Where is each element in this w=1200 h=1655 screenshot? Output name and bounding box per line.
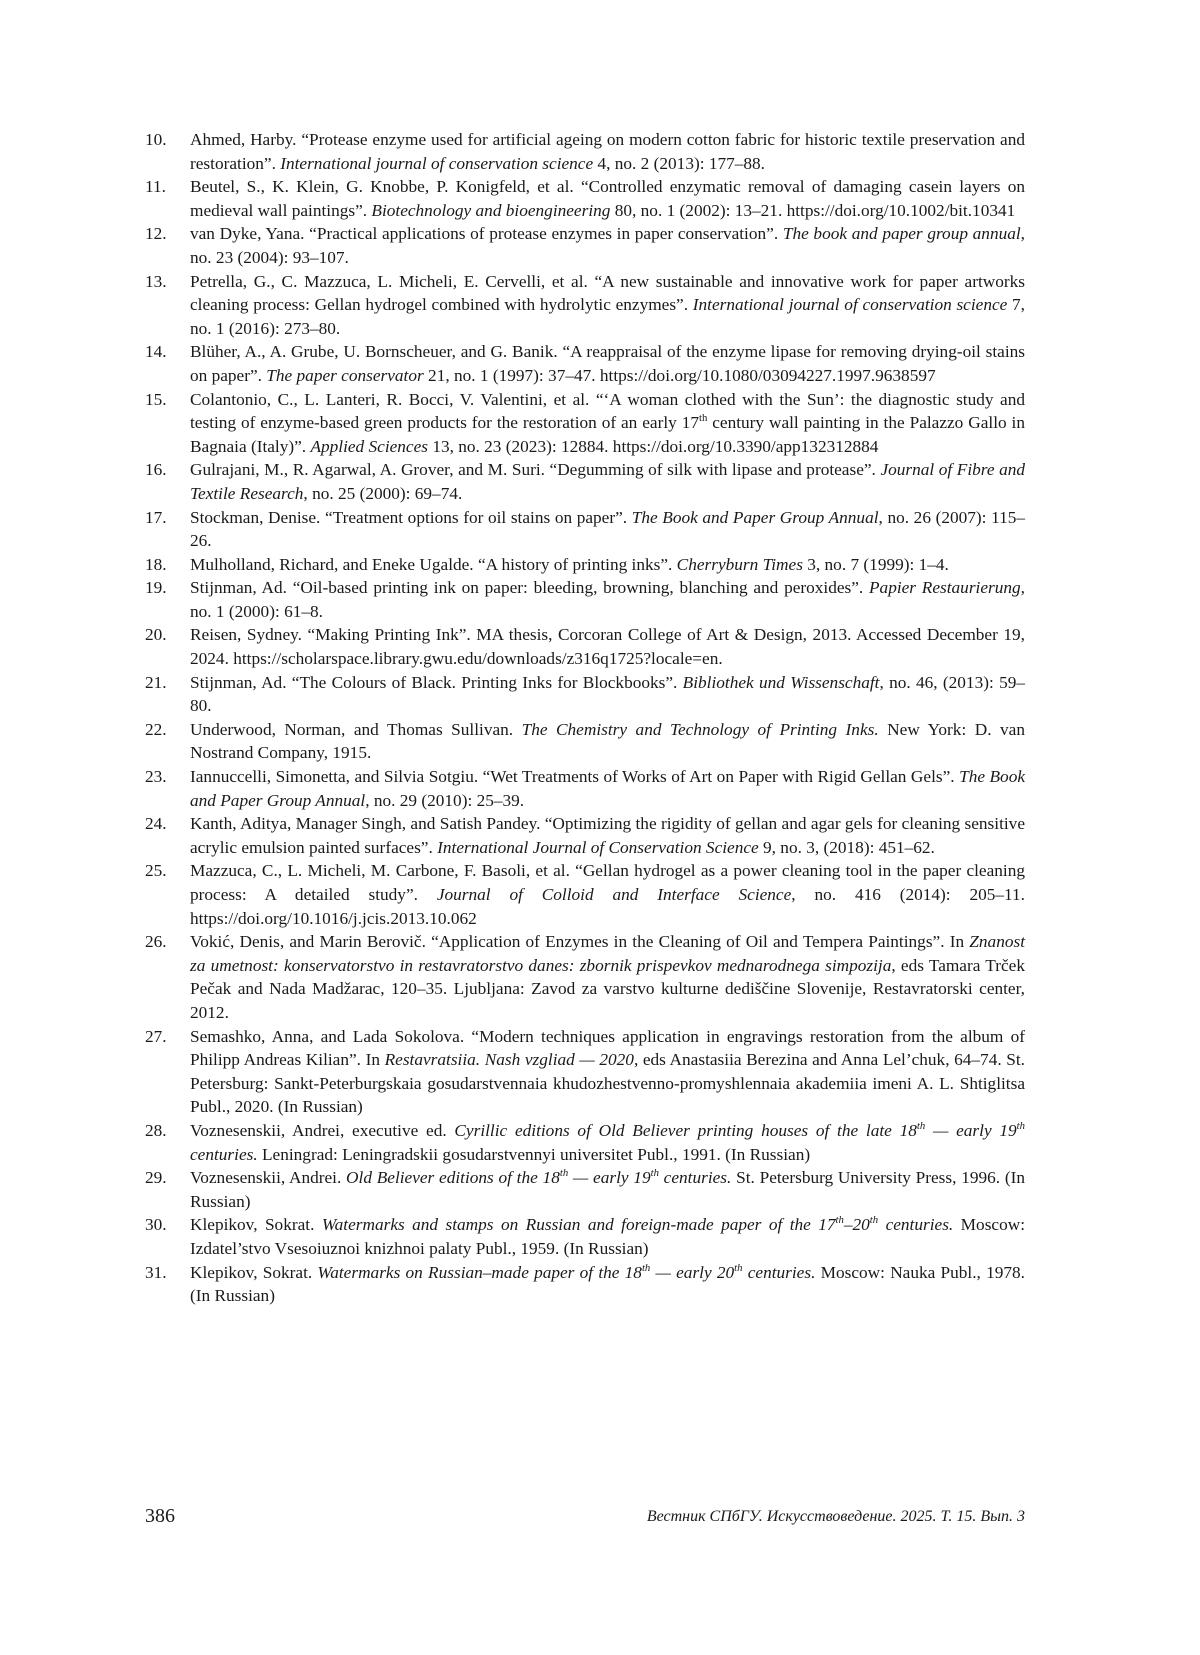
reference-fragment: Blüher, A., A. Grube, U. Bornscheuer, and G. Banik. “A reappraisal of the enzyme lipase for removing drying-oil stains on paper”. — [190, 342, 1025, 385]
reference-item — [145, 458, 1025, 505]
reference-source: centuries. — [658, 1168, 732, 1188]
reference-item — [145, 270, 1025, 341]
reference-source: th — [559, 1167, 569, 1180]
reference-number: 12. — [145, 224, 167, 244]
reference-item — [145, 388, 1025, 459]
reference-text — [190, 1213, 1025, 1260]
reference-item — [145, 623, 1025, 670]
reference-number: 14. — [145, 342, 167, 362]
reference-fragment: Moscow: Nauka Publ., 1978. (In Russian) — [190, 1262, 1025, 1306]
reference-text — [190, 765, 1025, 812]
reference-fragment: Ahmed, Harby. “Protease enzyme used for artificial ageing on modern cotton fabric for historic textile preservation and restoration”. — [190, 130, 1025, 173]
reference-source: The paper conservator — [266, 365, 424, 385]
reference-source: th — [916, 1120, 926, 1133]
reference-text — [190, 859, 1025, 930]
reference-fragment: Semashko, Anna, and Lada Sokolova. “Modern techniques application in engravings restoration from the album of Philipp Andreas Kilian”. In — [190, 1026, 1025, 1070]
reference-text — [190, 1119, 1025, 1166]
reference-number: 30. — [145, 1215, 167, 1235]
reference-fragment: Reisen, Sydney. “Making Printing Ink”. MA thesis, Corcoran College of Art & Design, 2013. Accessed December 19, 2024. https://scholarspace.library.gwu.edu/downloads/z316q1725?locale=en. — [190, 625, 1025, 669]
reference-text — [190, 1025, 1025, 1119]
reference-text — [190, 623, 1025, 670]
reference-number: 29. — [145, 1168, 167, 1188]
reference-item — [145, 1025, 1025, 1119]
reference-number: 16. — [145, 460, 167, 480]
reference-item — [145, 506, 1025, 553]
reference-source: Journal of Colloid and Interface Science — [436, 885, 792, 904]
reference-fragment: , eds Anastasiia Berezina and Anna Lel’chuk, 64–74. St. Petersburg: Sankt-Peterburgskaia gosudarstvennaia khudozhestvenno-promyshlennaia akademiia imeni A. L. Shtiglitsa Publ., 2020. (In Russian) — [190, 1050, 1025, 1117]
reference-item — [145, 812, 1025, 859]
reference-fragment: Leningrad: Leningradskii gosudarstvennyi universitet Publ., 1991. (In Russian) — [257, 1144, 811, 1164]
reference-source: — early 20 — [650, 1262, 735, 1282]
reference-fragment: Mulholland, Richard, and Eneke Ugalde. “A history of printing inks”. — [190, 554, 677, 574]
reference-number: 23. — [145, 767, 167, 787]
reference-source: th — [869, 1214, 879, 1227]
reference-fragment: , no. 25 (2000): 69–74. — [303, 483, 463, 503]
reference-fragment: New York: D. van Nostrand Company, 1915. — [190, 719, 1025, 763]
reference-list — [145, 128, 1025, 1308]
reference-number: 15. — [145, 389, 167, 409]
reference-item — [145, 128, 1025, 175]
reference-item — [145, 671, 1025, 718]
reference-number: 25. — [145, 861, 167, 881]
reference-fragment: , no. 46, (2013): 59–80. — [190, 672, 1025, 716]
reference-fragment: 9, no. 3, (2018): 451–62. — [758, 837, 935, 857]
journal-running-footer: Вестник СПбГУ. Искусствоведение. 2025. Т. 15. Вып. 3 — [646, 1508, 1025, 1525]
reference-text — [190, 718, 1025, 765]
reference-fragment: , eds Tamara Trček Pečak and Nada Madžarac, 120–35. Ljubljana: Zavod za varstvo kulturne dediščine Slovenije, Restavratorski center, 2012. — [190, 955, 1025, 1022]
reference-source: Znanost za umetnost: konservatorstvo in restavratorstvo danes: zbornik prispevkov mednarodnega simpozija — [190, 932, 1025, 975]
reference-fragment: Petrella, G., C. Mazzuca, L. Micheli, E. Cervelli, et al. “A new sustainable and innovative work for paper artworks cleaning process: Gellan hydrogel combined with hydrolytic enzymes”. — [190, 271, 1025, 315]
reference-item — [145, 718, 1025, 765]
reference-text — [190, 506, 1025, 553]
reference-item — [145, 859, 1025, 930]
reference-text — [190, 175, 1025, 222]
reference-fragment: van Dyke, Yana. “Practical applications of protease enzymes in paper conservation”. — [190, 224, 783, 244]
reference-source: International journal of conservation science — [692, 295, 1008, 315]
reference-fragment: Kanth, Aditya, Manager Singh, and Satish Pandey. “Optimizing the rigidity of gellan and agar gels for cleaning sensitive acrylic emulsion painted surfaces”. — [190, 814, 1025, 857]
reference-fragment: , no. 29 (2010): 25–39. — [365, 790, 525, 810]
reference-source: Papier Restaurierung — [869, 578, 1021, 598]
reference-source: Applied Sciences — [310, 436, 428, 456]
reference-fragment: , no. 26 (2007): 115–26. — [190, 507, 1026, 551]
reference-fragment: , no. 1 (2000): 61–8. — [190, 578, 1025, 621]
reference-source: centuries. — [742, 1262, 816, 1282]
reference-number: 13. — [145, 271, 167, 291]
reference-source: International Journal of Conservation Science — [437, 837, 759, 857]
reference-fragment: Klepikov, Sokrat. — [190, 1262, 318, 1282]
reference-number: 31. — [145, 1262, 167, 1282]
reference-source: The Book and Paper Group Annual — [631, 507, 879, 527]
reference-source: centuries. — [878, 1215, 954, 1235]
reference-fragment: Vokić, Denis, and Marin Berovič. “Application of Enzymes in the Cleaning of Oil and Tempera Paintings”. In — [190, 932, 970, 952]
reference-item — [145, 340, 1025, 387]
reference-fragment: , no. 416 (2014): 205–11. https://doi.org/10.1016/j.jcis.2013.10.062 — [190, 885, 1025, 928]
reference-source: Journal of Fibre and Textile Research — [190, 460, 1025, 503]
reference-fragment: St. Petersburg University Press, 1996. (In Russian) — [190, 1168, 1025, 1211]
reference-fragment: Moscow: Izdatel’stvo Vsesoiuznoi knizhnoi palaty Publ., 1959. (In Russian) — [190, 1215, 1026, 1258]
reference-source: Cherryburn Times — [676, 554, 803, 574]
reference-item — [145, 1261, 1025, 1308]
page-number: 386 — [145, 1505, 175, 1527]
reference-source: — early 19 — [925, 1120, 1017, 1140]
reference-number: 28. — [145, 1120, 167, 1140]
reference-number: 10. — [145, 130, 167, 149]
reference-number: 26. — [145, 932, 167, 952]
reference-text — [190, 671, 1025, 718]
reference-item — [145, 1166, 1025, 1213]
reference-fragment: Iannuccelli, Simonetta, and Silvia Sotgiu. “Wet Treatments of Works of Art on Paper with Rigid Gellan Gels”. — [190, 767, 960, 787]
reference-item — [145, 553, 1025, 577]
reference-fragment: Underwood, Norman, and Thomas Sullivan. — [190, 719, 522, 739]
reference-source: Biotechnology and bioengineering — [371, 200, 611, 220]
reference-source: Restavratsiia. Nash vzgliad — 2020 — [384, 1050, 634, 1070]
reference-item — [145, 576, 1025, 623]
reference-source: Bibliothek und Wissenschaft — [682, 672, 880, 692]
reference-fragment: Voznesenskii, Andrei, executive ed. — [190, 1120, 455, 1140]
reference-fragment: Colantonio, C., L. Lanteri, R. Bocci, V. Valentini, et al. “‘A woman clothed with the Sun’: the diagnostic study and testing of enzyme-based green products for the restoration of an early 17 — [190, 389, 1025, 433]
reference-source: –20 — [843, 1215, 870, 1235]
reference-number: 27. — [145, 1026, 167, 1046]
reference-source: The Chemistry and Technology of Printing Inks. — [521, 719, 879, 739]
reference-fragment: 3, no. 7 (1999): 1–4. — [802, 554, 949, 574]
reference-number: 20. — [145, 625, 167, 645]
reference-source: Cyrillic editions of Old Believer printing houses of the late 18 — [454, 1120, 917, 1140]
reference-text — [190, 388, 1025, 459]
reference-text — [190, 458, 1025, 505]
reference-source: Watermarks on Russian–made paper of the 18 — [317, 1262, 642, 1282]
reference-fragment: Stijnman, Ad. “Oil-based printing ink on paper: bleeding, browning, blanching and peroxides”. — [190, 578, 869, 598]
reference-text — [190, 576, 1025, 623]
reference-text — [190, 812, 1025, 859]
reference-number: 24. — [145, 814, 167, 834]
reference-source: th — [1016, 1120, 1025, 1133]
reference-fragment: Klepikov, Sokrat. — [190, 1215, 322, 1235]
reference-number: 17. — [145, 507, 167, 527]
reference-source: Watermarks and stamps on Russian and foreign-made paper of the 17 — [321, 1215, 836, 1235]
reference-number: 19. — [145, 578, 167, 598]
reference-fragment: Beutel, S., K. Klein, G. Knobbe, P. Konigfeld, et al. “Controlled enzymatic removal of damaging casein layers on medieval wall paintings”. — [190, 177, 1025, 220]
reference-item — [145, 175, 1025, 222]
reference-item — [145, 222, 1025, 269]
reference-fragment: th — [698, 412, 708, 425]
reference-source: The book and paper group annual — [782, 224, 1021, 244]
reference-source: The Book and Paper Group Annual — [190, 767, 1026, 810]
reference-fragment: 21, no. 1 (1997): 37–47. https://doi.org/10.1080/03094227.1997.9638597 — [423, 365, 936, 385]
reference-fragment: 7, no. 1 (2016): 273–80. — [190, 295, 1025, 338]
reference-source: th — [650, 1167, 659, 1180]
reference-source: centuries. — [190, 1144, 258, 1164]
reference-source: th — [641, 1261, 651, 1274]
reference-fragment: 4, no. 2 (2013): 177–88. — [593, 153, 765, 173]
reference-fragment: 13, no. 23 (2023): 12884. https://doi.org/10.3390/app132312884 — [428, 436, 879, 456]
reference-text — [190, 553, 1025, 577]
reference-item — [145, 765, 1025, 812]
reference-fragment: Mazzuca, C., L. Micheli, M. Carbone, F. Basoli, et al. “Gellan hydrogel as a power cleaning tool in the paper cleaning process: A detailed study”. — [190, 861, 1025, 904]
reference-text — [190, 128, 1025, 175]
reference-source: th — [734, 1261, 743, 1274]
reference-fragment: Stijnman, Ad. “The Colours of Black. Printing Inks for Blockbooks”. — [190, 672, 683, 692]
reference-number: 21. — [145, 672, 167, 692]
reference-fragment: century wall painting in the Palazzo Gallo in Bagnaia (Italy)”. — [190, 413, 1025, 456]
reference-source: International journal of conservation science — [280, 153, 594, 173]
reference-fragment: 80, no. 1 (2002): 13–21. https://doi.org/10.1002/bit.10341 — [610, 200, 1016, 220]
reference-fragment: Stockman, Denise. “Treatment options for oil stains on paper”. — [190, 507, 632, 527]
reference-item — [145, 1119, 1025, 1166]
reference-number: 22. — [145, 719, 167, 739]
reference-fragment: , no. 23 (2004): 93–107. — [190, 224, 1025, 267]
reference-number: 18. — [145, 554, 167, 574]
reference-source: Old Believer editions of the 18 — [346, 1168, 560, 1188]
reference-source: — early 19 — [568, 1168, 651, 1188]
reference-text — [190, 222, 1025, 269]
reference-text — [190, 270, 1025, 341]
reference-fragment: Gulrajani, M., R. Agarwal, A. Grover, and M. Suri. “Degumming of silk with lipase and protease”. — [190, 460, 881, 480]
reference-source: th — [835, 1214, 844, 1227]
reference-text — [190, 340, 1025, 387]
reference-item — [145, 1213, 1025, 1260]
reference-item — [145, 930, 1025, 1024]
reference-text — [190, 1261, 1025, 1308]
reference-text — [190, 930, 1025, 1024]
reference-fragment: Voznesenskii, Andrei. — [190, 1168, 347, 1188]
reference-number: 11. — [145, 177, 166, 197]
reference-text — [190, 1166, 1025, 1213]
